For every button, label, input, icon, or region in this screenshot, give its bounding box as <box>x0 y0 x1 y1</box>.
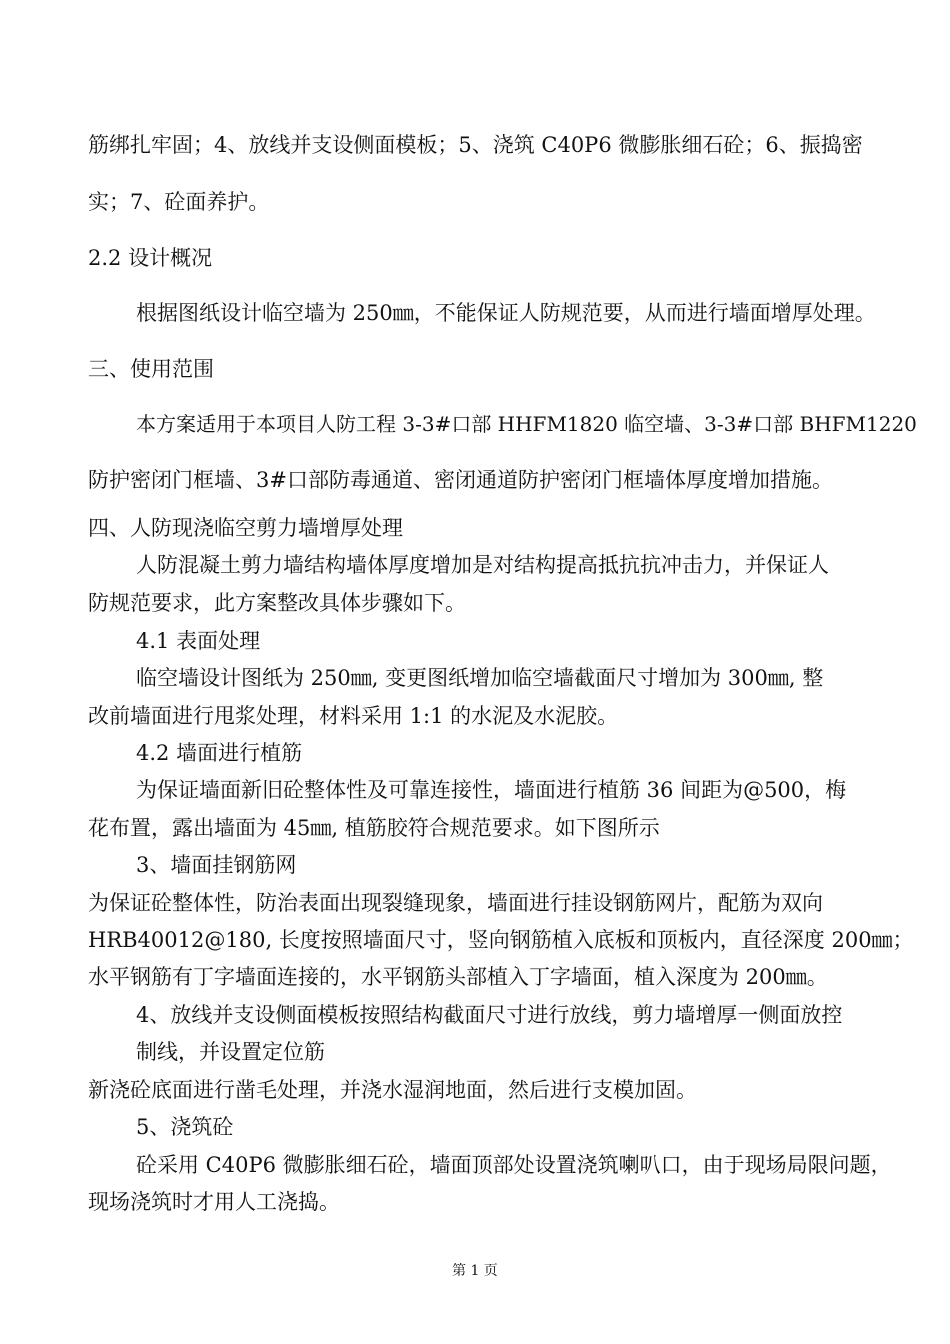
body-line-1: 筋绑扎牢固；4、放线并支设侧面模板；5、浇筑 C40P6 微膨胀细石砼；6、振捣密 <box>88 133 863 157</box>
body-line-7: 防规范要求，此方案整改具体步骤如下。 <box>88 591 466 615</box>
body-line-2: 实；7、砼面养护。 <box>88 190 270 214</box>
body-line-19: 现场浇筑时才用人工浇捣。 <box>88 1190 340 1214</box>
subsection-heading-5: 5、浇筑砼 <box>136 1115 234 1139</box>
body-line-18: 砼采用 C40P6 微膨胀细石砼，墙面顶部处设置浇筑喇叭口，由于现场局限问题， <box>136 1153 892 1177</box>
body-line-3: 根据图纸设计临空墙为 250㎜，不能保证人防规范要，从而进行墙面增厚处理。 <box>136 301 876 325</box>
body-line-6: 人防混凝土剪力墙结构墙体厚度增加是对结构提高抵抗抗冲击力，并保证人 <box>136 553 829 577</box>
section-heading-3: 三、使用范围 <box>88 357 214 381</box>
subsection-heading-4-1: 4.1 表面处理 <box>136 629 261 653</box>
section-heading-4: 四、人防现浇临空剪力墙增厚处理 <box>88 516 403 540</box>
subsection-heading-4-2: 4.2 墙面进行植筋 <box>136 741 303 765</box>
page-number: 第 1 页 <box>452 1263 498 1279</box>
body-line-13: HRB40012@180, 长度按照墙面尺寸，竖向钢筋植入底板和顶板内，直径深度 200㎜； <box>88 928 914 952</box>
body-line-8: 临空墙设计图纸为 250㎜, 变更图纸增加临空墙截面尺寸增加为 300㎜, 整 <box>136 666 824 690</box>
body-line-9: 改前墙面进行甩浆处理，材料采用 1:1 的水泥及水泥胶。 <box>88 704 619 728</box>
subsection-heading-3: 3、墙面挂钢筋网 <box>136 853 297 877</box>
section-heading-2-2: 2.2 设计概况 <box>88 246 213 270</box>
body-line-12: 为保证砼整体性，防治表面出现裂缝现象，墙面进行挂设钢筋网片，配筋为双向 <box>88 891 823 915</box>
body-line-17: 新浇砼底面进行凿毛处理，并浇水湿润地面，然后进行支模加固。 <box>88 1078 697 1102</box>
body-line-10: 为保证墙面新旧砼整体性及可靠连接性，墙面进行植筋 36 间距为@500，梅 <box>136 778 847 802</box>
body-line-16: 制线，并设置定位筋 <box>136 1040 325 1064</box>
body-line-5: 防护密闭门框墙、3#口部防毒通道、密闭通道防护密闭门框墙体厚度增加措施。 <box>88 468 833 492</box>
body-line-14: 水平钢筋有丁字墙面连接的，水平钢筋头部植入丁字墙面，植入深度为 200㎜。 <box>88 965 828 989</box>
body-line-11: 花布置，露出墙面为 45㎜, 植筋胶符合规范要求。如下图所示 <box>88 816 660 840</box>
body-line-15: 4、放线并支设侧面模板按照结构截面尺寸进行放线，剪力墙增厚一侧面放控 <box>136 1003 843 1027</box>
body-line-4: 本方案适用于本项目人防工程 3-3#口部 HHFM1820 临空墙、3-3#口部 BHFM1220 <box>136 412 917 436</box>
